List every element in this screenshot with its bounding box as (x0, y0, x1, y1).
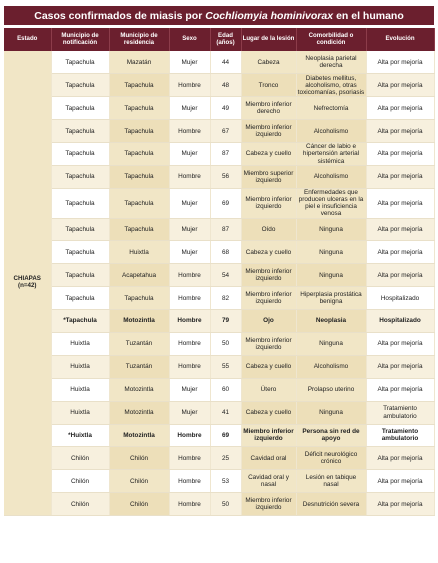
comorbilidad-cell: Ninguna (296, 401, 366, 424)
lugar-lesion-cell: Cabeza y cuello (241, 401, 296, 424)
municipio-notificacion-cell: Huixtla (51, 401, 109, 424)
sexo-cell: Mujer (169, 401, 210, 424)
evolucion-cell: Tratamiento ambulatorio (366, 424, 434, 447)
sexo-cell: Hombre (169, 165, 210, 188)
sexo-cell: Hombre (169, 120, 210, 143)
comorbilidad-cell: Neoplasia parietal derecha (296, 51, 366, 74)
header-municipio-notificacion: Municipio de notificación (51, 28, 109, 51)
state-name: CHIAPAS (13, 275, 41, 283)
municipio-residencia-cell: Tuzantán (109, 332, 169, 355)
table-row (4, 447, 434, 470)
header-sexo: Sexo (169, 28, 210, 51)
edad-cell: 50 (210, 332, 241, 355)
municipio-notificacion-cell: Tapachula (51, 241, 109, 264)
cases-table (4, 28, 435, 516)
edad-cell: 82 (210, 287, 241, 310)
edad-cell: 87 (210, 218, 241, 241)
table-row (4, 218, 434, 241)
comorbilidad-cell: Cáncer de labio e hipertensión arterial sistémica (296, 143, 366, 166)
edad-cell: 44 (210, 51, 241, 74)
municipio-residencia-cell: Acapetahua (109, 264, 169, 287)
municipio-residencia-cell: Tuzantán (109, 355, 169, 378)
comorbilidad-cell: Diabetes mellitus, alcoholismo, otras toxicomanías, psoriasis (297, 74, 365, 96)
municipio-residencia-cell: Huixtla (109, 241, 169, 264)
municipio-notificacion-cell: Chilón (51, 493, 109, 516)
lugar-lesion-cell: Cabeza y cuello (241, 241, 296, 264)
municipio-residencia-cell: Motozintla (109, 424, 169, 447)
edad-cell: 67 (210, 120, 241, 143)
municipio-notificacion-cell: Huixtla (51, 355, 109, 378)
municipio-notificacion-cell: Tapachula (51, 97, 109, 120)
municipio-residencia-cell: Mazatán (109, 51, 169, 74)
municipio-residencia-cell: Tapachula (109, 143, 169, 166)
table-row (4, 493, 434, 516)
evolucion-cell: Alta por mejoría (366, 165, 434, 188)
evolucion-cell: Alta por mejoría (366, 188, 434, 218)
edad-cell: 69 (210, 424, 241, 447)
sexo-cell: Hombre (169, 493, 210, 516)
sexo-cell: Hombre (169, 447, 210, 470)
table-row (4, 165, 434, 188)
evolucion-cell: Alta por mejoría (366, 493, 434, 516)
sexo-cell: Mujer (169, 143, 210, 166)
municipio-notificacion-cell: Tapachula (51, 264, 109, 287)
comorbilidad-cell: Ninguna (296, 332, 366, 355)
municipio-notificacion-cell: Tapachula (51, 287, 109, 310)
comorbilidad-cell: Enfermedades que producen ulceras en la piel e insuficiencia venosa (296, 188, 366, 218)
table-row (4, 355, 434, 378)
lugar-lesion-cell: Miembro inferior izquierdo (241, 287, 296, 310)
evolucion-cell: Alta por mejoría (366, 264, 434, 287)
edad-cell: 53 (210, 470, 241, 493)
municipio-residencia-cell: Motozintla (109, 378, 169, 401)
table-row (4, 188, 434, 218)
title-suffix: en el humano (336, 9, 404, 22)
lugar-lesion-cell: Tronco (241, 74, 296, 97)
table-header-row (4, 28, 434, 51)
table-title (4, 6, 434, 25)
municipio-notificacion-cell: *Tapachula (51, 310, 109, 333)
lugar-lesion-cell: Cabeza (241, 51, 296, 74)
edad-cell: 41 (210, 401, 241, 424)
edad-cell: 55 (210, 355, 241, 378)
edad-cell: 68 (210, 241, 241, 264)
table-row (4, 401, 434, 424)
evolucion-cell: Alta por mejoría (366, 332, 434, 355)
lugar-lesion-cell: Cavidad oral (241, 447, 296, 470)
table-row (4, 241, 434, 264)
header-municipio-residencia: Municipio de residencia (109, 28, 169, 51)
table-row (4, 97, 434, 120)
comorbilidad-cell: Nefrectomía (296, 97, 366, 120)
lugar-lesion-cell: Miembro superior izquierdo (241, 165, 296, 188)
lugar-lesion-cell: Miembro inferior izquierdo (241, 493, 296, 516)
comorbilidad-cell: Déficit neurológico crónico (296, 447, 366, 470)
lugar-lesion-cell: Cavidad oral y nasal (241, 470, 296, 493)
lugar-lesion-cell: Miembro inferior izquierdo (241, 264, 296, 287)
header-edad: Edad (años) (210, 28, 241, 51)
lugar-lesion-cell: Miembro inferior izquierdo (241, 120, 296, 143)
evolucion-cell: Hospitalizado (366, 310, 434, 333)
edad-cell: 60 (210, 378, 241, 401)
municipio-notificacion-cell: Tapachula (51, 51, 109, 74)
sexo-cell: Mujer (169, 241, 210, 264)
sexo-cell: Mujer (169, 97, 210, 120)
lugar-lesion-cell: Miembro inferior izquierdo (241, 424, 296, 447)
sexo-cell: Hombre (169, 74, 210, 97)
lugar-lesion-cell: Ojo (241, 310, 296, 333)
sexo-cell: Hombre (169, 287, 210, 310)
sexo-cell: Mujer (169, 51, 210, 74)
state-count: (n=42) (18, 282, 37, 290)
municipio-residencia-cell: Chilón (109, 447, 169, 470)
table-row (4, 332, 434, 355)
table-row (4, 424, 434, 447)
sexo-cell: Mujer (169, 378, 210, 401)
municipio-residencia-cell: Motozintla (109, 310, 169, 333)
evolucion-cell: Alta por mejoría (366, 51, 434, 74)
municipio-residencia-cell: Tapachula (109, 287, 169, 310)
municipio-notificacion-cell: Huixtla (51, 332, 109, 355)
edad-cell: 56 (210, 165, 241, 188)
evolucion-cell: Alta por mejoría (366, 218, 434, 241)
table-row (4, 264, 434, 287)
comorbilidad-cell: Desnutrición severa (296, 493, 366, 516)
municipio-notificacion-cell: Tapachula (51, 74, 109, 97)
header-lugar-lesion: Lugar de la lesión (241, 28, 296, 51)
evolucion-cell: Alta por mejoría (366, 97, 434, 120)
municipio-notificacion-cell: Tapachula (51, 188, 109, 218)
comorbilidad-cell: Alcoholismo (296, 165, 366, 188)
table-row (4, 74, 434, 97)
municipio-notificacion-cell: Tapachula (51, 120, 109, 143)
sexo-cell: Mujer (169, 218, 210, 241)
table-row (4, 470, 434, 493)
header-evolucion: Evolución (366, 28, 434, 51)
municipio-residencia-cell: Tapachula (109, 74, 169, 97)
evolucion-cell: Alta por mejoría (366, 120, 434, 143)
comorbilidad-cell: Ninguna (296, 264, 366, 287)
lugar-lesion-cell: Cabeza y cuello (241, 143, 296, 166)
edad-cell: 54 (210, 264, 241, 287)
table-row (4, 287, 434, 310)
lugar-lesion-cell: Miembro inferior izquierdo (241, 332, 296, 355)
municipio-residencia-cell: Motozintla (109, 401, 169, 424)
comorbilidad-cell: Lesión en tabique nasal (296, 470, 366, 493)
evolucion-cell: Alta por mejoría (366, 378, 434, 401)
edad-cell: 69 (210, 188, 241, 218)
comorbilidad-cell: Ninguna (296, 241, 366, 264)
header-estado: Estado (4, 28, 51, 51)
sexo-cell: Hombre (169, 264, 210, 287)
municipio-notificacion-cell: Chilón (51, 447, 109, 470)
sexo-cell: Hombre (169, 470, 210, 493)
table-row (4, 51, 434, 74)
comorbilidad-cell: Alcoholismo (296, 355, 366, 378)
municipio-notificacion-cell: Chilón (51, 470, 109, 493)
table-row (4, 120, 434, 143)
comorbilidad-cell: Neoplasia (296, 310, 366, 333)
sexo-cell: Hombre (169, 355, 210, 378)
edad-cell: 48 (210, 74, 241, 97)
table-row (4, 143, 434, 166)
evolucion-cell: Alta por mejoría (366, 355, 434, 378)
municipio-notificacion-cell: Tapachula (51, 165, 109, 188)
comorbilidad-cell: Ninguna (296, 218, 366, 241)
lugar-lesion-cell: Miembro inferior derecho (241, 97, 296, 120)
sexo-cell: Hombre (169, 310, 210, 333)
edad-cell: 25 (210, 447, 241, 470)
evolucion-cell: Alta por mejoría (366, 470, 434, 493)
lugar-lesion-cell: Oído (241, 218, 296, 241)
municipio-residencia-cell: Tapachula (109, 188, 169, 218)
evolucion-cell: Tratamiento ambulatorio (366, 401, 434, 424)
lugar-lesion-cell: Útero (241, 378, 296, 401)
municipio-notificacion-cell: Tapachula (51, 143, 109, 166)
lugar-lesion-cell: Miembro inferior izquierdo (241, 188, 296, 218)
evolucion-cell: Alta por mejoría (366, 447, 434, 470)
table-row (4, 378, 434, 401)
table-row (4, 310, 434, 333)
edad-cell: 50 (210, 493, 241, 516)
sexo-cell: Hombre (169, 424, 210, 447)
title-prefix: Casos confirmados de miasis por (34, 9, 203, 22)
header-comorbilidad: Comorbilidad o condición (296, 28, 366, 51)
municipio-residencia-cell: Tapachula (109, 97, 169, 120)
municipio-residencia-cell: Tapachula (109, 165, 169, 188)
table-body (4, 51, 434, 516)
sexo-cell: Mujer (169, 188, 210, 218)
state-cell (4, 51, 51, 516)
edad-cell: 49 (210, 97, 241, 120)
municipio-residencia-cell: Tapachula (109, 218, 169, 241)
edad-cell: 79 (210, 310, 241, 333)
municipio-residencia-cell: Tapachula (109, 120, 169, 143)
comorbilidad-cell: Alcoholismo (296, 120, 366, 143)
evolucion-cell: Alta por mejoría (366, 143, 434, 166)
comorbilidad-cell: Persona sin red de apoyo (296, 424, 366, 447)
municipio-notificacion-cell: Tapachula (51, 218, 109, 241)
municipio-notificacion-cell: *Huixtla (51, 424, 109, 447)
municipio-residencia-cell: Chilón (109, 470, 169, 493)
evolucion-cell: Alta por mejoría (366, 241, 434, 264)
title-species: Cochliomyia hominivorax (205, 9, 334, 22)
lugar-lesion-cell: Cabeza y cuello (241, 355, 296, 378)
sexo-cell: Hombre (169, 332, 210, 355)
evolucion-cell: Alta por mejoría (366, 74, 434, 97)
municipio-residencia-cell: Chilón (109, 493, 169, 516)
comorbilidad-cell: Prolapso uterino (296, 378, 366, 401)
municipio-notificacion-cell: Huixtla (51, 378, 109, 401)
edad-cell: 87 (210, 143, 241, 166)
evolucion-cell: Hospitalizado (366, 287, 434, 310)
comorbilidad-cell: Hiperplasia prostática benigna (296, 287, 366, 310)
